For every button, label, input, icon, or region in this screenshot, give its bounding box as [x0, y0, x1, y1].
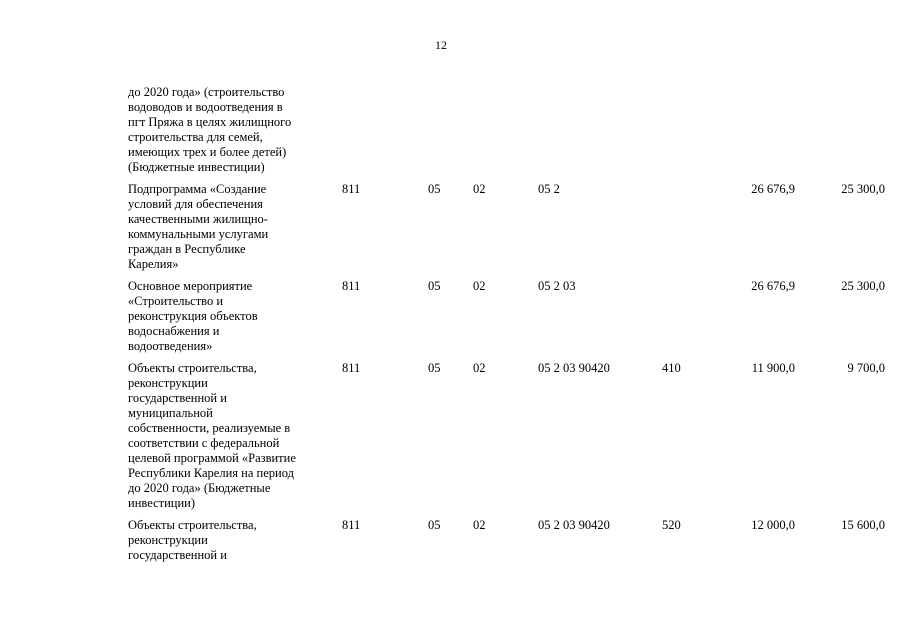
- row-description: Объекты строительства, реконструкции государственной и муниципальной собственности, реализуемые в соответствии с федеральной целевой программой «Развитие Республики Карелия на период до 2020 года» (Бюджетные инвестиции): [128, 361, 296, 510]
- row-expense-type-code: 520: [662, 518, 681, 532]
- row-description: до 2020 года» (строительство водоводов и водоотведения в пгт Пряжа в целях жилищного строительства для семей, имеющих трех и более детей) (Бюджетные инвестиции): [128, 85, 292, 174]
- table-row: [0, 85, 905, 175]
- row-amount-year-1: 26 676,9: [751, 182, 795, 196]
- page-number: 12: [435, 38, 447, 52]
- row-subsection-code: 02: [473, 361, 486, 375]
- row-amount-year-1: 11 900,0: [751, 361, 795, 375]
- row-department-code: 811: [342, 518, 361, 532]
- row-amount-year-2: 9 700,0: [847, 361, 885, 375]
- row-amount-year-2: 25 300,0: [841, 182, 885, 196]
- row-amount-year-1: 26 676,9: [751, 279, 795, 293]
- row-target-article-code: 05 2 03 90420: [538, 361, 610, 375]
- row-subsection-code: 02: [473, 279, 486, 293]
- row-department-code: 811: [342, 182, 361, 196]
- table-row: [0, 182, 905, 272]
- row-section-code: 05: [428, 182, 441, 196]
- row-target-article-code: 05 2 03 90420: [538, 518, 610, 532]
- row-subsection-code: 02: [473, 518, 486, 532]
- table-row: [0, 279, 905, 354]
- table-row: [0, 518, 905, 563]
- row-target-article-code: 05 2: [538, 182, 560, 196]
- row-department-code: 811: [342, 279, 361, 293]
- budget-table: [0, 85, 905, 563]
- table-row: [0, 361, 905, 511]
- row-department-code: 811: [342, 361, 361, 375]
- row-section-code: 05: [428, 518, 441, 532]
- row-description: Подпрограмма «Создание условий для обеспечения качественными жилищно- коммунальными услугами граждан в Республике Карелия»: [128, 182, 269, 271]
- row-subsection-code: 02: [473, 182, 486, 196]
- row-amount-year-2: 25 300,0: [841, 279, 885, 293]
- row-amount-year-1: 12 000,0: [751, 518, 795, 532]
- row-amount-year-2: 15 600,0: [841, 518, 885, 532]
- row-section-code: 05: [428, 279, 441, 293]
- row-target-article-code: 05 2 03: [538, 279, 576, 293]
- row-expense-type-code: 410: [662, 361, 681, 375]
- row-description: Основное мероприятие «Строительство и реконструкция объектов водоснабжения и водоотведения»: [128, 279, 258, 353]
- row-description: Объекты строительства, реконструкции государственной и: [128, 518, 257, 562]
- row-section-code: 05: [428, 361, 441, 375]
